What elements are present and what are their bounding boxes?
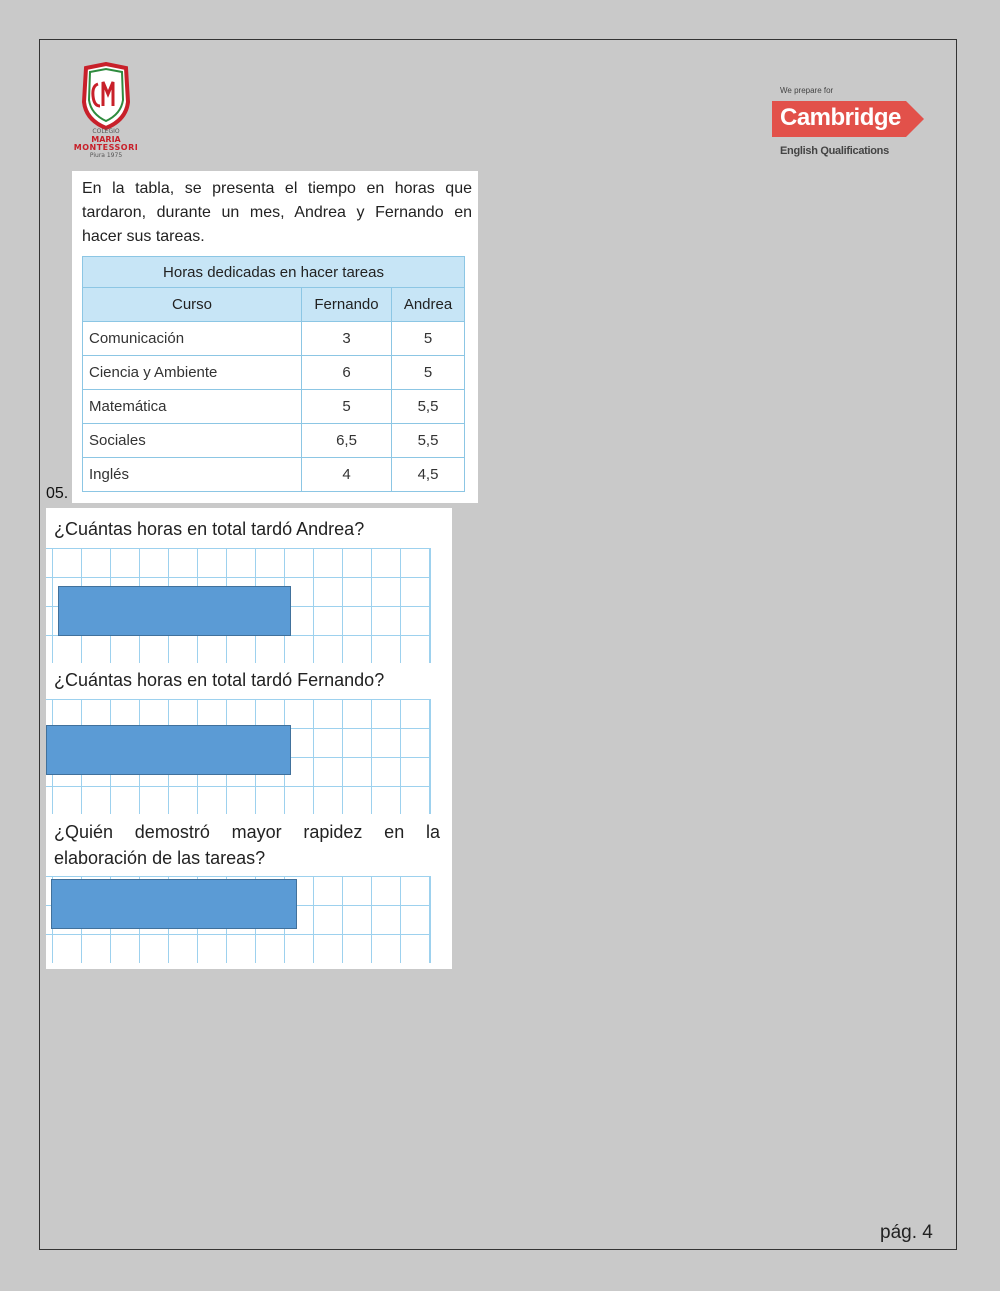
cell-andrea: 4,5 <box>392 458 465 492</box>
cambridge-subtitle: English Qualifications <box>780 145 889 157</box>
hours-table-card <box>72 171 478 503</box>
cell-course: Matemática <box>83 390 302 424</box>
question-2-text: ¿Cuántas horas en total tardó Fernando? <box>54 670 385 690</box>
table-row <box>83 458 465 492</box>
hours-table <box>82 256 465 492</box>
answer-input-andrea[interactable] <box>58 586 291 636</box>
cell-course: Comunicación <box>83 322 302 356</box>
school-name <box>60 128 152 160</box>
cell-fernando: 6 <box>302 356 392 390</box>
question-number: 05. <box>46 485 69 502</box>
school-name-line4: Piura 1975 <box>89 152 123 159</box>
cell-course: Inglés <box>83 458 302 492</box>
table-row <box>83 424 465 458</box>
cell-andrea: 5 <box>392 322 465 356</box>
table-caption: Horas dedicadas en hacer tareas <box>83 257 465 288</box>
cell-course: Ciencia y Ambiente <box>83 356 302 390</box>
table-row <box>83 390 465 424</box>
table-row <box>83 322 465 356</box>
cell-fernando: 5 <box>302 390 392 424</box>
cell-andrea: 5,5 <box>392 390 465 424</box>
cambridge-tagline: We prepare for <box>780 86 834 95</box>
column-header-fernando: Fernando <box>302 288 392 322</box>
page-number: pág. 4 <box>880 1222 933 1243</box>
cell-course: Sociales <box>83 424 302 458</box>
school-name-line2: MARIA <box>91 135 121 144</box>
cell-andrea: 5,5 <box>392 424 465 458</box>
school-name-line1: COLEGIO <box>92 128 120 135</box>
questions-card <box>46 508 452 969</box>
cell-andrea: 5 <box>392 356 465 390</box>
answer-input-rapidez[interactable] <box>51 879 297 929</box>
table-row <box>83 356 465 390</box>
question-1-text: ¿Cuántas horas en total tardó Andrea? <box>54 519 365 539</box>
cambridge-wordmark: Cambridge <box>780 104 901 131</box>
answer-input-fernando[interactable] <box>46 725 291 775</box>
column-header-andrea: Andrea <box>392 288 465 322</box>
cell-fernando: 3 <box>302 322 392 356</box>
cell-fernando: 4 <box>302 458 392 492</box>
school-name-line3: MONTESSORI <box>73 143 139 152</box>
question-3-text: ¿Quién demostró mayor rapidez en la elaboración de las tareas? <box>54 822 440 868</box>
cell-fernando: 6,5 <box>302 424 392 458</box>
table-intro-text: En la tabla, se presenta el tiempo en horas que tardaron, durante un mes, Andrea y Fernando en hacer sus tareas. <box>82 180 472 245</box>
column-header-curso: Curso <box>83 288 302 322</box>
